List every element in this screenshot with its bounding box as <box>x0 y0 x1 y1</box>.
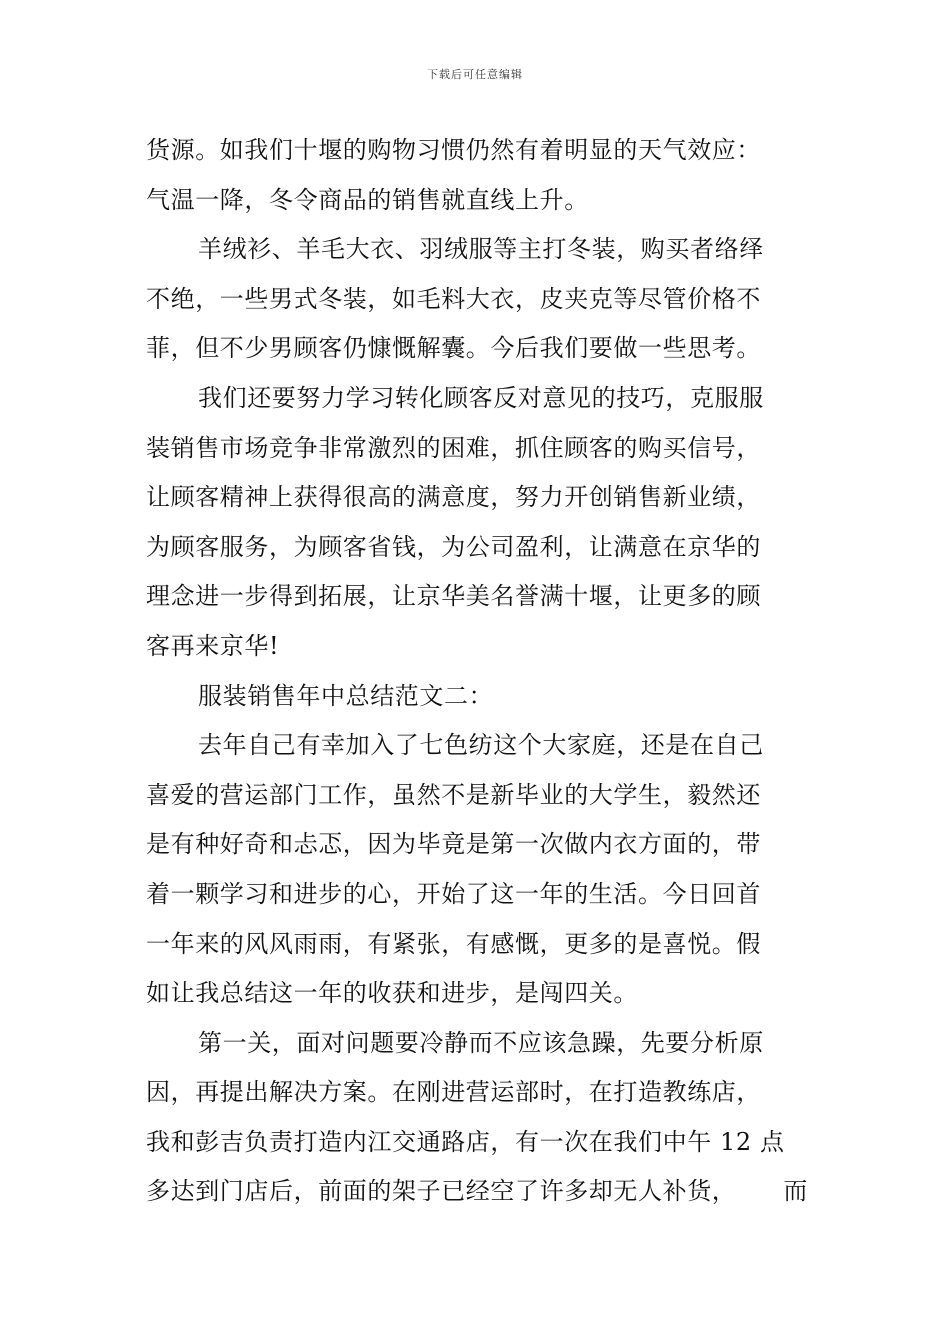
text-line: 装销售市场竞争非常激烈的困难，抓住顾客的购买信号， <box>146 433 761 462</box>
text-line: 一年来的风风雨雨，有紧张，有感慨，更多的是喜悦。假 <box>146 929 761 958</box>
text-line: 不绝，一些男式冬装，如毛料大衣，皮夹克等尽管价格不 <box>146 284 761 313</box>
text-line: 因，再提出解决方案。在刚进营运部时，在打造教练店， <box>146 1078 761 1107</box>
text-line-main: 多达到门店后，前面的架子已经空了许多却无人补货， <box>146 1177 737 1206</box>
text-line: 我和彭吉负责打造内江交通路店，有一次在我们中午 12 点 <box>146 1127 785 1156</box>
paragraph-start-line: 羊绒衫、羊毛大衣、羽绒服等主打冬装，购买者络绎 <box>198 235 764 264</box>
text-line: 气温一降，冬令商品的销售就直线上升。 <box>146 185 589 214</box>
paragraph-start-line: 第一关，面对问题要冷静而不应该急躁，先要分析原 <box>198 1028 764 1057</box>
section-heading-line: 服装销售年中总结范文二： <box>198 681 494 710</box>
text-line: 客再来京华! <box>146 631 280 660</box>
text-line: 菲，但不少男顾客仍慷慨解囊。今后我们要做一些思考。 <box>146 334 761 363</box>
page-header: 下载后可任意编辑 <box>427 68 523 81</box>
text-line-last <box>146 1167 808 1217</box>
text-line: 是有种好奇和忐忑，因为毕竟是第一次做内衣方面的，带 <box>146 830 761 859</box>
text-line-tail: 而 <box>783 1177 808 1206</box>
document-body <box>146 126 808 1217</box>
text-line: 喜爱的营运部门工作，虽然不是新毕业的大学生，毅然还 <box>146 780 761 809</box>
text-line: 为顾客服务，为顾客省钱，为公司盈利，让满意在京华的 <box>146 532 761 561</box>
text-line: 让顾客精神上获得很高的满意度，努力开创销售新业绩， <box>146 483 761 512</box>
text-line: 货源。如我们十堰的购物习惯仍然有着明显的天气效应： <box>146 136 761 164</box>
text-line: 理念进一步得到拓展，让京华美名誉满十堰，让更多的顾 <box>146 582 761 611</box>
paragraph-start-line: 去年自己有幸加入了七色纺这个大家庭，还是在自己 <box>198 731 764 760</box>
text-line: 着一颗学习和进步的心，开始了这一年的生活。今日回首 <box>146 879 761 908</box>
paragraph-start-line: 我们还要努力学习转化顾客反对意见的技巧，克服服 <box>198 383 764 412</box>
text-line: 如让我总结这一年的收获和进步，是闯四关。 <box>146 979 638 1008</box>
